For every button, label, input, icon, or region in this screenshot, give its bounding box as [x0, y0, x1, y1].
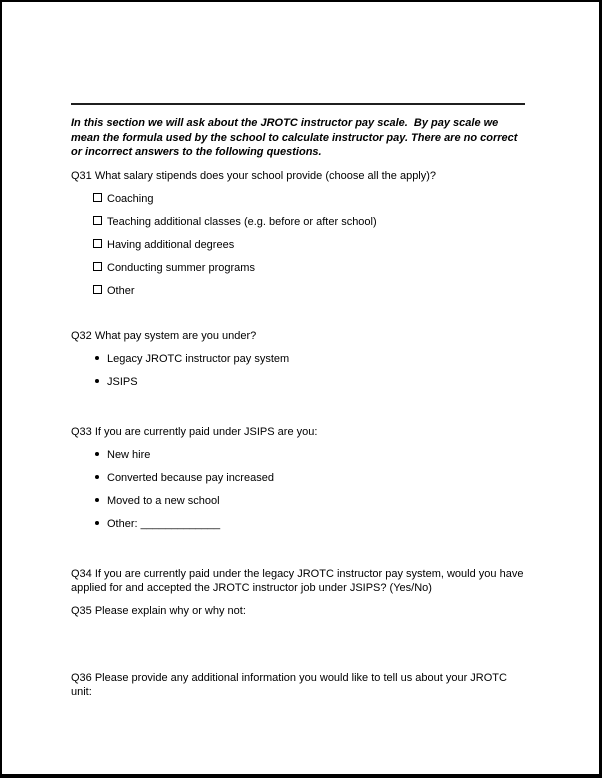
- bullet-icon: [95, 521, 99, 525]
- option-label: Coaching: [107, 192, 154, 205]
- page-content: [71, 2, 525, 699]
- q32-options: [71, 352, 525, 389]
- question-q31: Q31 What salary stipends does your school provide (choose all the apply)?: [71, 169, 437, 182]
- question-q33: Q33 If you are currently paid under JSIPS are you:: [71, 425, 318, 438]
- checkbox-icon: [93, 239, 102, 248]
- section-divider: [71, 103, 525, 105]
- option-label: JSIPS: [107, 375, 138, 388]
- checkbox-option: [71, 192, 525, 206]
- list-item: [71, 375, 525, 389]
- bullet-icon: [95, 475, 99, 479]
- option-label: Teaching additional classes (e.g. before or after school): [107, 215, 377, 228]
- list-item: [71, 448, 525, 462]
- list-item: [71, 352, 525, 366]
- checkbox-icon: [93, 285, 102, 294]
- checkbox-option: [71, 261, 525, 275]
- bullet-icon: [95, 356, 99, 360]
- option-label: New hire: [107, 448, 151, 461]
- checkbox-option: [71, 238, 525, 252]
- bullet-icon: [95, 498, 99, 502]
- list-item: [71, 517, 525, 531]
- checkbox-option: [71, 215, 525, 229]
- option-label: Legacy JROTC instructor pay system: [107, 352, 290, 365]
- option-label: Other: _____________: [107, 517, 221, 530]
- question-q34: Q34 If you are currently paid under the legacy JROTC instructor pay system, would you have applied for and accepted the JROTC instructor job under JSIPS? (Yes/No): [71, 567, 524, 594]
- bullet-icon: [95, 452, 99, 456]
- q33-options: [71, 448, 525, 531]
- question-q32: Q32 What pay system are you under?: [71, 329, 257, 342]
- option-label: Converted because pay increased: [107, 471, 274, 484]
- question-q35: Q35 Please explain why or why not:: [71, 604, 246, 617]
- option-label: Other: [107, 284, 135, 297]
- option-label: Having additional degrees: [107, 238, 235, 251]
- option-label: Moved to a new school: [107, 494, 220, 507]
- list-item: [71, 471, 525, 485]
- q31-options: [71, 192, 525, 298]
- bullet-icon: [95, 379, 99, 383]
- section-intro: In this section we will ask about the JROTC instructor pay scale. By pay scale we mean the formula used by the school to calculate instructor pay. There are no correct or incorrect answers to the following questions.: [71, 117, 521, 158]
- checkbox-icon: [93, 262, 102, 271]
- question-q36: Q36 Please provide any additional information you would like to tell us about your JROTC unit:: [71, 671, 507, 698]
- option-label: Conducting summer programs: [107, 261, 255, 274]
- checkbox-option: [71, 284, 525, 298]
- list-item: [71, 494, 525, 508]
- checkbox-icon: [93, 216, 102, 225]
- checkbox-icon: [93, 193, 102, 202]
